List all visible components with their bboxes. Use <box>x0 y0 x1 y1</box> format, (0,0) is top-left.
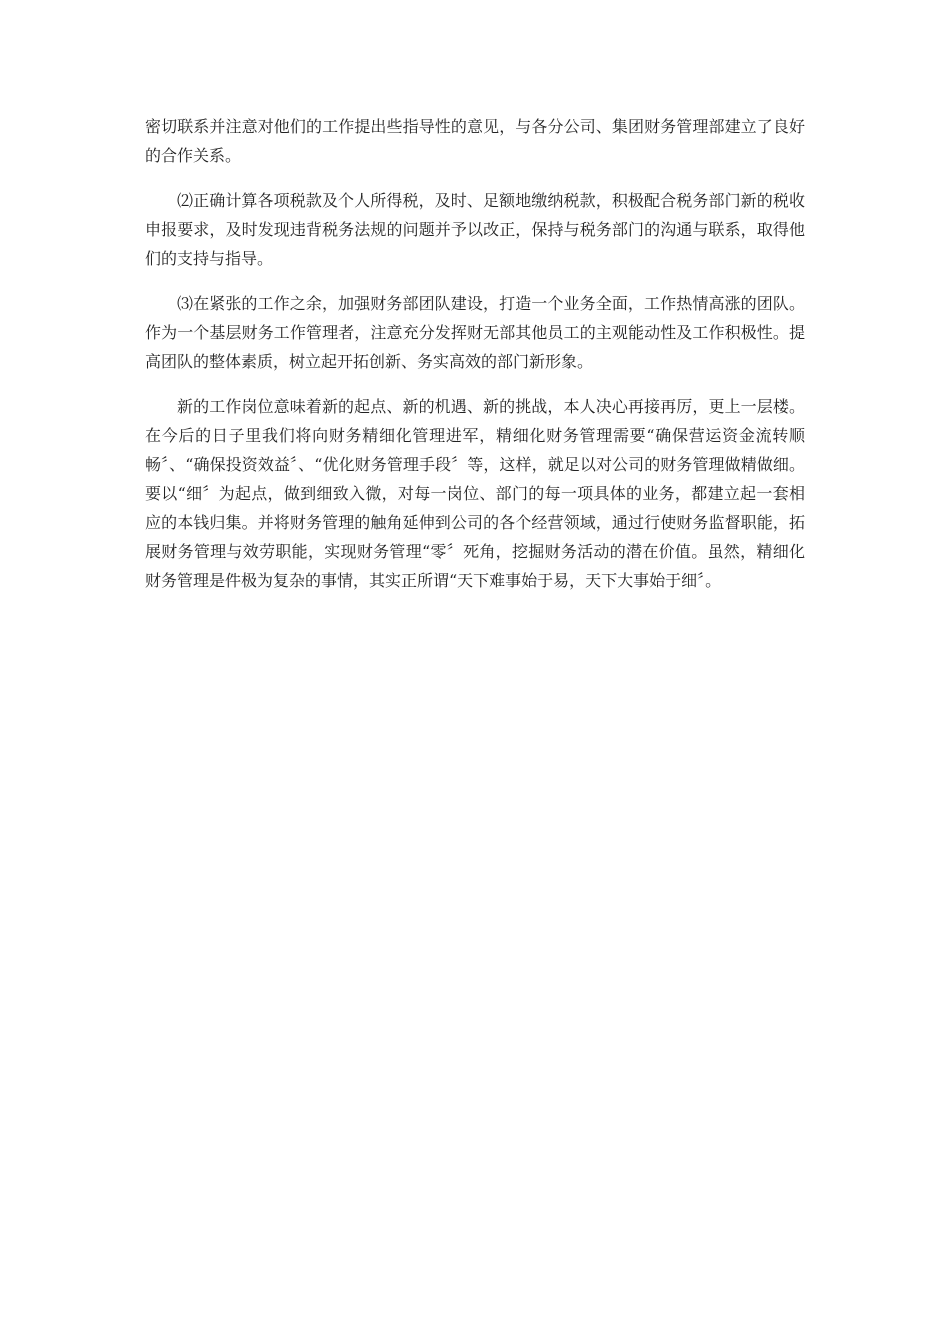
paragraph-continuation: 密切联系并注意对他们的工作提出些指导性的意见，与各分公司、集团财务管理部建立了良好的合作关系。 <box>145 117 805 165</box>
paragraph-item-3: ⑶在紧张的工作之余，加强财务部团队建设，打造一个业务全面，工作热情高涨的团队。作为一个基层财务工作管理者，注意充分发挥财无部其他员工的主观能动性及工作积极性。提高团队的整体素质，树立起开拓创新、务实高效的部门新形象。 <box>145 294 805 371</box>
paragraph-item-2: ⑵正确计算各项税款及个人所得税，及时、足额地缴纳税款，积极配合税务部门新的税收申报要求，及时发现违背税务法规的问题并予以改正，保持与税务部门的沟通与联系，取得他们的支持与指导。 <box>145 191 805 268</box>
paragraph-conclusion: 新的工作岗位意味着新的起点、新的机遇、新的挑战，本人决心再接再厉，更上一层楼。在今后的日子里我们将向财务精细化管理进军，精细化财务管理需要“确保营运资金流转顺畅〞、“确保投资效益〞、“优化财务管理手段〞等，这样，就足以对公司的财务管理做精做细。要以“细〞为起点，做到细致入微，对每一岗位、部门的每一项具体的业务，都建立起一套相应的本钱归集。并将财务管理的触角延伸到公司的各个经营领域，通过行使财务监督职能，拓展财务管理与效劳职能，实现财务管理“零〞死角，挖掘财务活动的潜在价值。虽然，精细化财务管理是件极为复杂的事情，其实正所谓“天下难事始于易，天下大事始于细〞。 <box>145 397 805 590</box>
document-body <box>145 112 805 611</box>
